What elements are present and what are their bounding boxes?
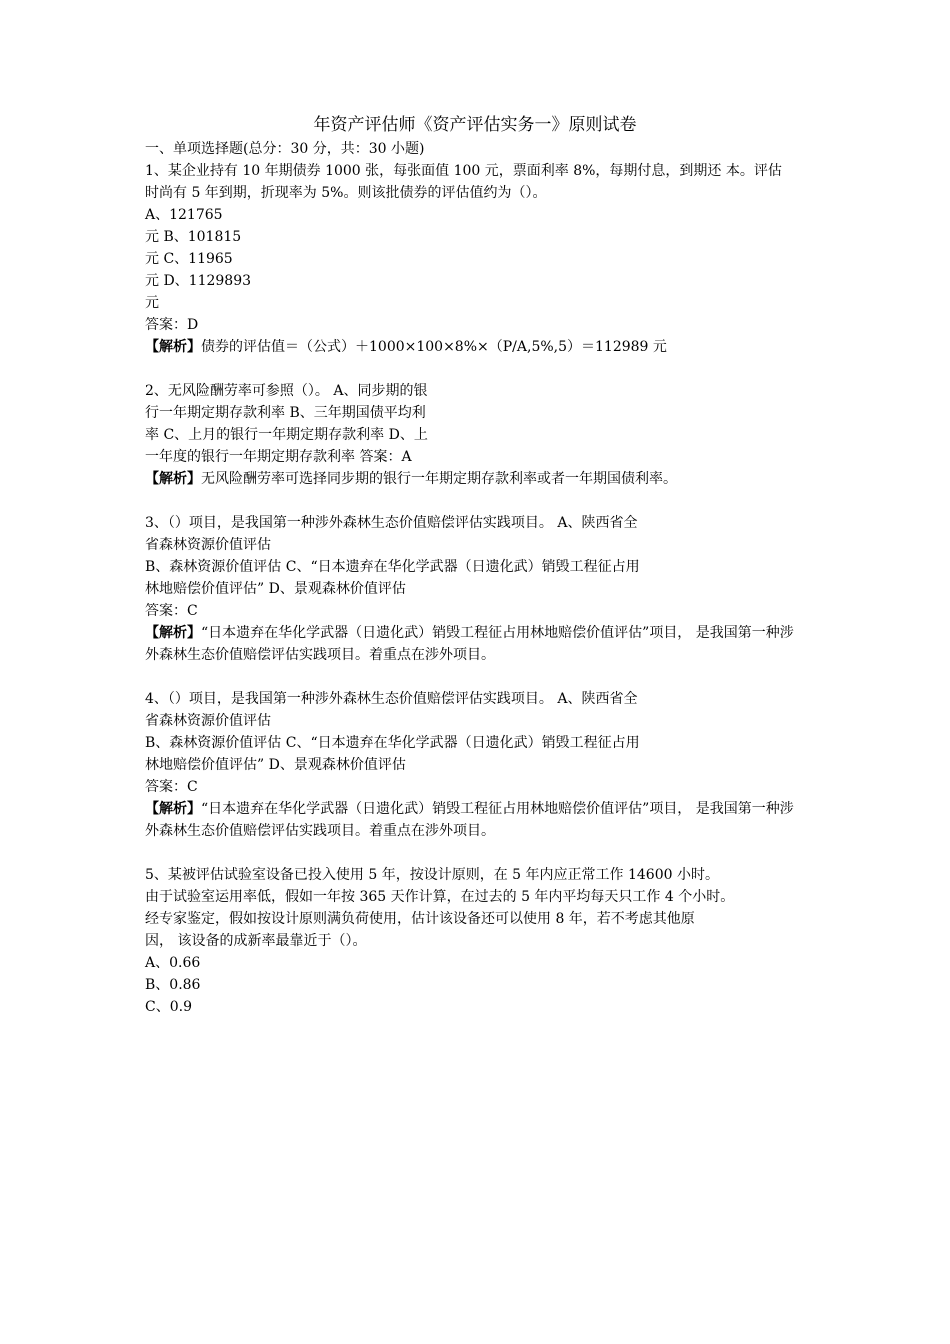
option-line: C、0.9 <box>145 999 192 1015</box>
question-line: 1、某企业持有 10 年期债券 1000 张，每张面值 100 元，票面利率 8%，每期付息，到期还 本。评估 <box>145 163 782 179</box>
option-line: A、0.66 <box>145 955 201 971</box>
question-line: B、森林资源价值评估 C、“日本遗弃在华化学武器（日遗化武）销毁工程征占用 <box>145 735 640 751</box>
question-line: 因， 该设备的成新率最靠近于（）。 <box>145 933 367 949</box>
spacer <box>145 358 945 380</box>
analysis-text: 无风险酬劳率可选择同步期的银行一年期定期存款利率或者一年期国债利率。 <box>201 471 677 487</box>
question-line: 5、某被评估试验室设备已投入使用 5 年，按设计原则，在 5 年内应正常工作 14600 小时。 <box>145 867 719 883</box>
option-line: 元 C、11965 <box>145 251 233 267</box>
question-line: 率 C、上月的银行一年期定期存款利率 D、上 <box>145 427 428 443</box>
analysis-tag: 【解析】 <box>145 625 201 641</box>
question-line: 省森林资源价值评估 <box>145 537 271 553</box>
question-2 <box>145 380 945 490</box>
question-line: 一年度的银行一年期定期存款利率 答案：A <box>145 449 412 465</box>
document-body <box>145 138 945 1018</box>
analysis-line <box>145 622 945 644</box>
question-4 <box>145 688 945 842</box>
question-line: 3、（）项目，是我国第一种涉外森林生态价值赔偿评估实践项目。 A、陕西省全 <box>145 515 638 531</box>
question-line: 由于试验室运用率低，假如一年按 365 天作计算，在过去的 5 年内平均每天只工作 4 个小时。 <box>145 889 735 905</box>
analysis-line <box>145 336 945 358</box>
question-1 <box>145 160 945 358</box>
question-line: 林地赔偿价值评估” D、景观森林价值评估 <box>145 581 406 597</box>
analysis-line: 外森林生态价值赔偿评估实践项目。着重点在涉外项目。 <box>145 647 495 663</box>
question-line: 2、无风险酬劳率可参照（）。 A、同步期的银 <box>145 383 428 399</box>
option-line: 元 B、101815 <box>145 229 242 245</box>
answer-line: 答案：C <box>145 779 198 795</box>
question-line: 省森林资源价值评估 <box>145 713 271 729</box>
question-line: 经专家鉴定，假如按设计原则满负荷使用，估计该设备还可以使用 8 年，若不考虑其他原 <box>145 911 695 927</box>
question-3 <box>145 512 945 666</box>
analysis-text: “日本遗弃在华化学武器（日遗化武）销毁工程征占用林地赔偿价值评估”项目， 是我国第一种涉 <box>201 801 794 817</box>
question-line: 行一年期定期存款利率 B、三年期国债平均利 <box>145 405 426 421</box>
option-line: B、0.86 <box>145 977 201 993</box>
analysis-line <box>145 798 945 820</box>
question-line: 林地赔偿价值评估” D、景观森林价值评估 <box>145 757 406 773</box>
option-line: 元 D、1129893 <box>145 273 252 289</box>
analysis-tag: 【解析】 <box>145 801 201 817</box>
question-line: 时尚有 5 年到期，折现率为 5%。则该批债券的评估值约为（）。 <box>145 185 547 201</box>
answer-line: 答案：C <box>145 603 198 619</box>
analysis-line <box>145 468 945 490</box>
analysis-tag: 【解析】 <box>145 339 201 355</box>
analysis-text: 债券的评估值＝（公式）＋1000×100×8%×（P/A,5%,5）＝112989 元 <box>201 339 667 355</box>
option-line: 元 <box>145 295 159 311</box>
spacer <box>145 490 945 512</box>
answer-line: 答案：D <box>145 317 199 333</box>
analysis-tag: 【解析】 <box>145 471 201 487</box>
analysis-text: “日本遗弃在华化学武器（日遗化武）销毁工程征占用林地赔偿价值评估”项目， 是我国第一种涉 <box>201 625 794 641</box>
question-line: 4、（）项目，是我国第一种涉外森林生态价值赔偿评估实践项目。 A、陕西省全 <box>145 691 638 707</box>
question-5 <box>145 864 945 1018</box>
spacer <box>145 842 945 864</box>
document-title: 年资产评估师《资产评估实务一》原则试卷 <box>313 115 637 135</box>
analysis-line: 外森林生态价值赔偿评估实践项目。着重点在涉外项目。 <box>145 823 495 839</box>
question-line: B、森林资源价值评估 C、“日本遗弃在华化学武器（日遗化武）销毁工程征占用 <box>145 559 640 575</box>
section-header: 一、单项选择题(总分：30 分，共：30 小题) <box>145 141 425 157</box>
spacer <box>145 666 945 688</box>
option-line: A、121765 <box>145 207 223 223</box>
